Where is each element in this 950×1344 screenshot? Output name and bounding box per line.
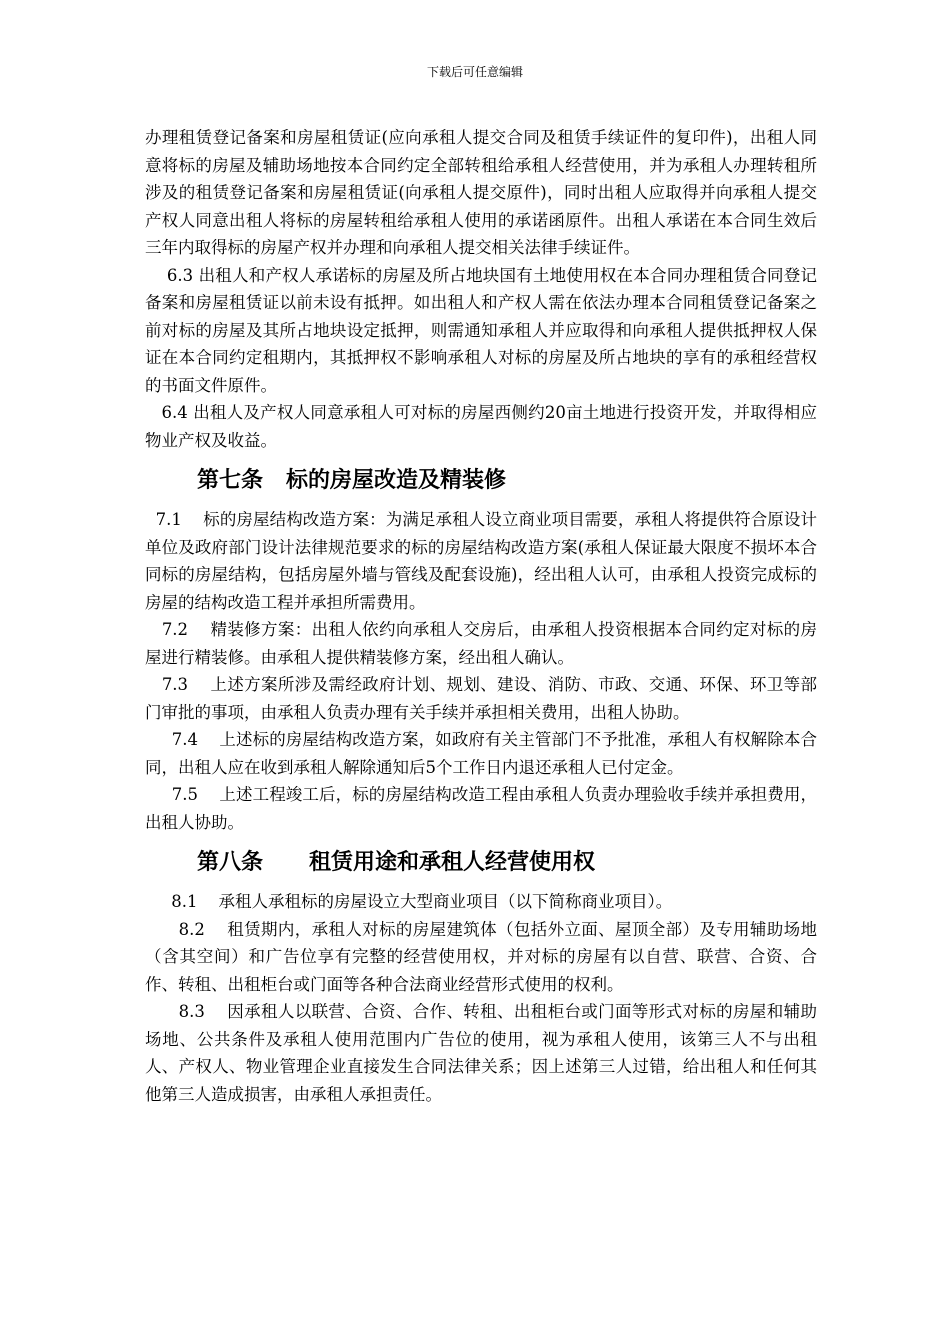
clause-7-4: 7.4 上述标的房屋结构改造方案，如政府有关主管部门不予批准，承租人有权解除本合同，出租人应在收到承租人解除通知后5个工作日内退还承租人已付定金。 xyxy=(145,730,817,777)
clause-7-2: 7.2 精装修方案：出租人依约向承租人交房后，由承租人投资根据本合同约定对标的房屋进行精装修。由承租人提供精装修方案，经出租人确认。 xyxy=(145,620,817,667)
article-7-heading: 第七条 标的房屋改造及精装修 xyxy=(197,468,506,493)
article-8-heading: 第八条 租赁用途和承租人经营使用权 xyxy=(197,850,595,875)
clause-6-3: 6.3 出租人和产权人承诺标的房屋及所占地块国有土地使用权在本合同办理租赁合同登记备案和房屋租赁证以前未设有抵押。如出租人和产权人需在依法办理本合同租赁登记备案之前对标的房屋及其所占地块设定抵押，则需通知承租人并应取得和向承租人提供抵押权人保证在本合同约定租期内，其抵押权不影响承租人对标的房屋及所占地块的享有的承租经营权的书面文件原件。 xyxy=(145,265,817,395)
clause-7-3: 7.3 上述方案所涉及需经政府计划、规划、建设、消防、市政、交通、环保、环卫等部门审批的事项，由承租人负责办理有关手续并承担相关费用，出租人协助。 xyxy=(145,675,817,722)
clause-8-3: 8.3 因承租人以联营、合资、合作、转租、出租柜台或门面等形式对标的房屋和辅助场地、公共条件及承租人使用范围内广告位的使用，视为承租人使用，该第三人不与出租人、产权人、物业管理企业直接发生合同法律关系；因上述第三人过错，给出租人和任何其他第三人造成损害，由承租人承担责任。 xyxy=(145,1002,817,1104)
clause-8-1: 8.1 承租人承租标的房屋设立大型商业项目（以下简称商业项目）。 xyxy=(145,892,673,911)
clause-6-4: 6.4 出租人及产权人同意承租人可对标的房屋西侧约20亩土地进行投资开发，并取得相应物业产权及收益。 xyxy=(145,403,817,450)
page-header-note: 下载后可任意编辑 xyxy=(426,65,523,79)
clause-7-1: 7.1 标的房屋结构改造方案：为满足承租人设立商业项目需要，承租人将提供符合原设计单位及政府部门设计法律规范要求的标的房屋结构改造方案(承租人保证最大限度不损坏本合同标的房屋结构，包括房屋外墙与管线及配套设施)，经出租人认可，由承租人投资完成标的房屋的结构改造工程并承担所需费用。 xyxy=(145,510,817,612)
clause-6-2-continuation: 办理租赁登记备案和房屋租赁证(应向承租人提交合同及租赁手续证件的复印件)，出租人同意将标的房屋及辅助场地按本合同约定全部转租给承租人经营使用，并为承租人办理转租所涉及的租赁登记备案和房屋租赁证(向承租人提交原件)，同时出租人应取得并向承租人提交产权人同意出租人将标的房屋转租给承租人使用的承诺函原件。出租人承诺在本合同生效后三年内取得标的房屋产权并办理和向承租人提交相关法律手续证件。 xyxy=(145,128,817,257)
clause-7-5: 7.5 上述工程竣工后，标的房屋结构改造工程由承租人负责办理验收手续并承担费用，出租人协助。 xyxy=(145,785,817,832)
document-body xyxy=(145,124,817,1108)
clause-8-2: 8.2 租赁期内，承租人对标的房屋建筑体（包括外立面、屋顶全部）及专用辅助场地（含其空间）和广告位享有完整的经营使用权，并对标的房屋有以自营、联营、合资、合作、转租、出租柜台或门面等各种合法商业经营形式使用的权利。 xyxy=(145,919,817,994)
